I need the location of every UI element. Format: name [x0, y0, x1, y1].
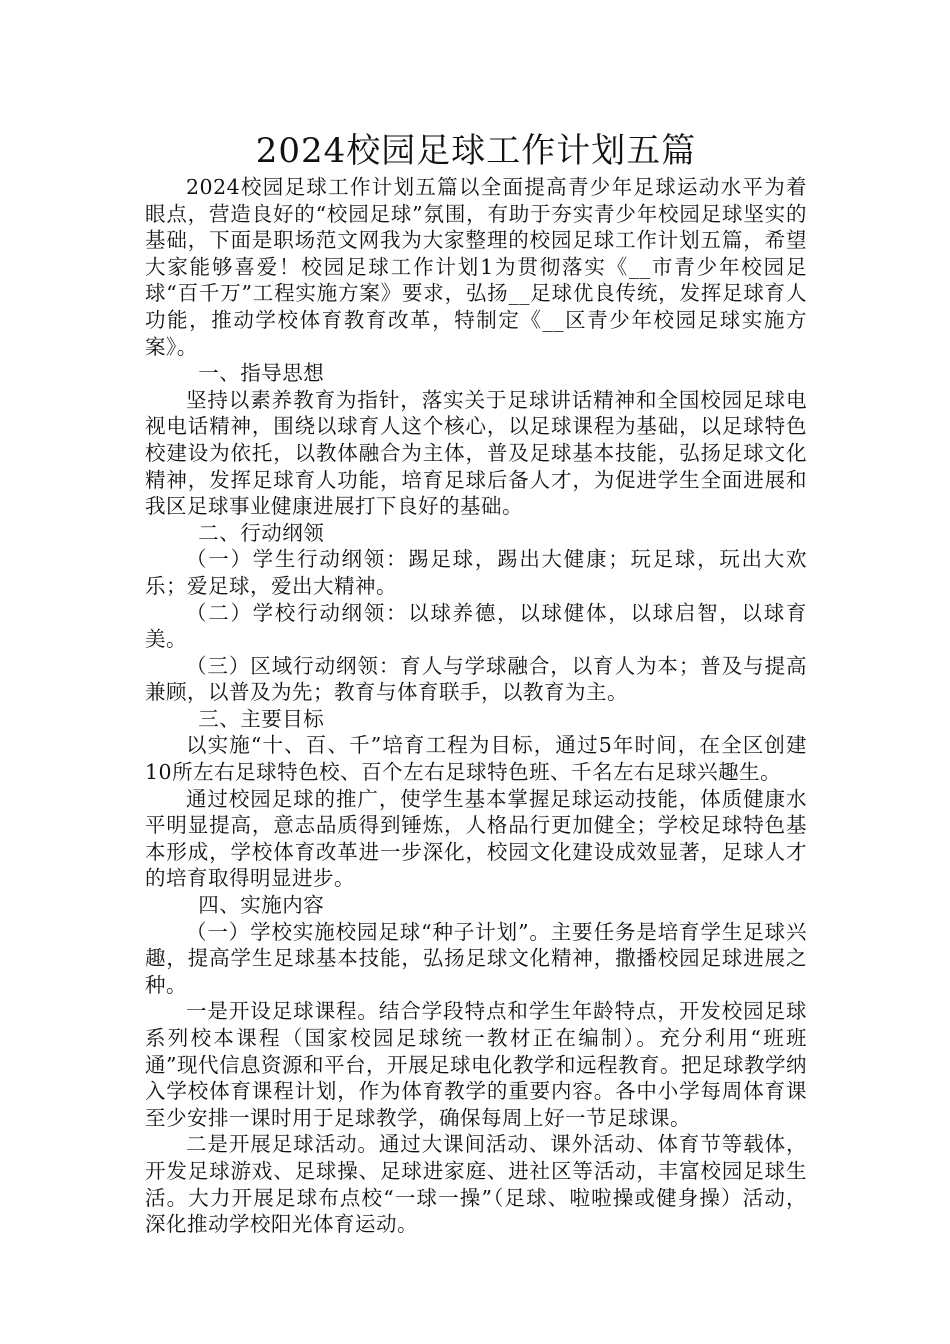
body-paragraph: （一）学校实施校园足球“种子计划”。主要任务是培育学生足球兴趣，提高学生足球基本技能，弘扬足球文化精神，撒播校园足球进展之种。 — [145, 919, 807, 997]
section-heading: 三、主要目标 — [198, 706, 325, 731]
section-heading: 一、指导思想 — [198, 361, 325, 386]
body-paragraph: 通过校园足球的推广，使学生基本掌握足球运动技能，体质健康水平明显提高，意志品质得到锤炼，人格品行更加健全；学校足球特色基本形成，学校体育改革进一步深化，校园文化建设成效显著，足球人才的培育取得明显进步。 — [145, 786, 807, 891]
document-title: 2024校园足球工作计划五篇 — [255, 131, 697, 171]
section-heading: 二、行动纲领 — [198, 520, 325, 545]
intro-paragraph: 2024校园足球工作计划五篇以全面提高青少年足球运动水平为着眼点，营造良好的“校园足球”氛围，有助于夯实青少年校园足球坚实的基础，下面是职场范文网我为大家整理的校园足球工作计划五篇，希望大家能够喜爱！校园足球工作计划1为贯彻落实《__市青少年校园足球“百千万”工程实施方案》要求，弘扬__足球优良传统，发挥足球育人功能，推动学校体育教育改革，特制定《__区青少年校园足球实施方案》。 — [145, 175, 807, 359]
body-paragraph: 坚持以素养教育为指针，落实关于足球讲话精神和全国校园足球电视电话精神，围绕以球育人这个核心，以足球课程为基础，以足球特色校建设为依托，以教体融合为主体，普及足球基本技能，弘扬足球文化精神，发挥足球育人功能，培育足球后备人才，为促进学生全面进展和我区足球事业健康进展打下良好的基础。 — [145, 387, 807, 519]
body-paragraph: （一）学生行动纲领：踢足球，踢出大健康；玩足球，玩出大欢乐；爱足球，爱出大精神。 — [145, 547, 807, 598]
document-body — [145, 174, 807, 1238]
section-heading: 四、实施内容 — [198, 893, 325, 918]
body-paragraph: （三）区域行动纲领：育人与学球融合，以育人为本；普及与提高兼顾，以普及为先；教育与体育联手，以教育为主。 — [145, 653, 807, 705]
body-paragraph: 一是开设足球课程。结合学段特点和学生年龄特点，开发校园足球系列校本课程（国家校园足球统一教材正在编制）。充分利用“班班通”现代信息资源和平台，开展足球电化教学和远程教育。把足球教学纳入学校体育课程计划，作为体育教学的重要内容。各中小学每周体育课至少安排一课时用于足球教学，确保每周上好一节足球课。 — [145, 999, 807, 1130]
body-paragraph: 以实施“十、百、千”培育工程为目标，通过5年时间，在全区创建10所左右足球特色校、百个左右足球特色班、千名左右足球兴趣生。 — [145, 733, 807, 785]
body-paragraph: 二是开展足球活动。通过大课间活动、课外活动、体育节等载体，开发足球游戏、足球操、足球进家庭、进社区等活动，丰富校园足球生活。大力开展足球布点校“一球一操”（足球、啦啦操或健身操）活动，深化推动学校阳光体育运动。 — [145, 1132, 807, 1237]
body-paragraph: （二）学校行动纲领：以球养德，以球健体，以球启智，以球育美。 — [145, 600, 807, 652]
